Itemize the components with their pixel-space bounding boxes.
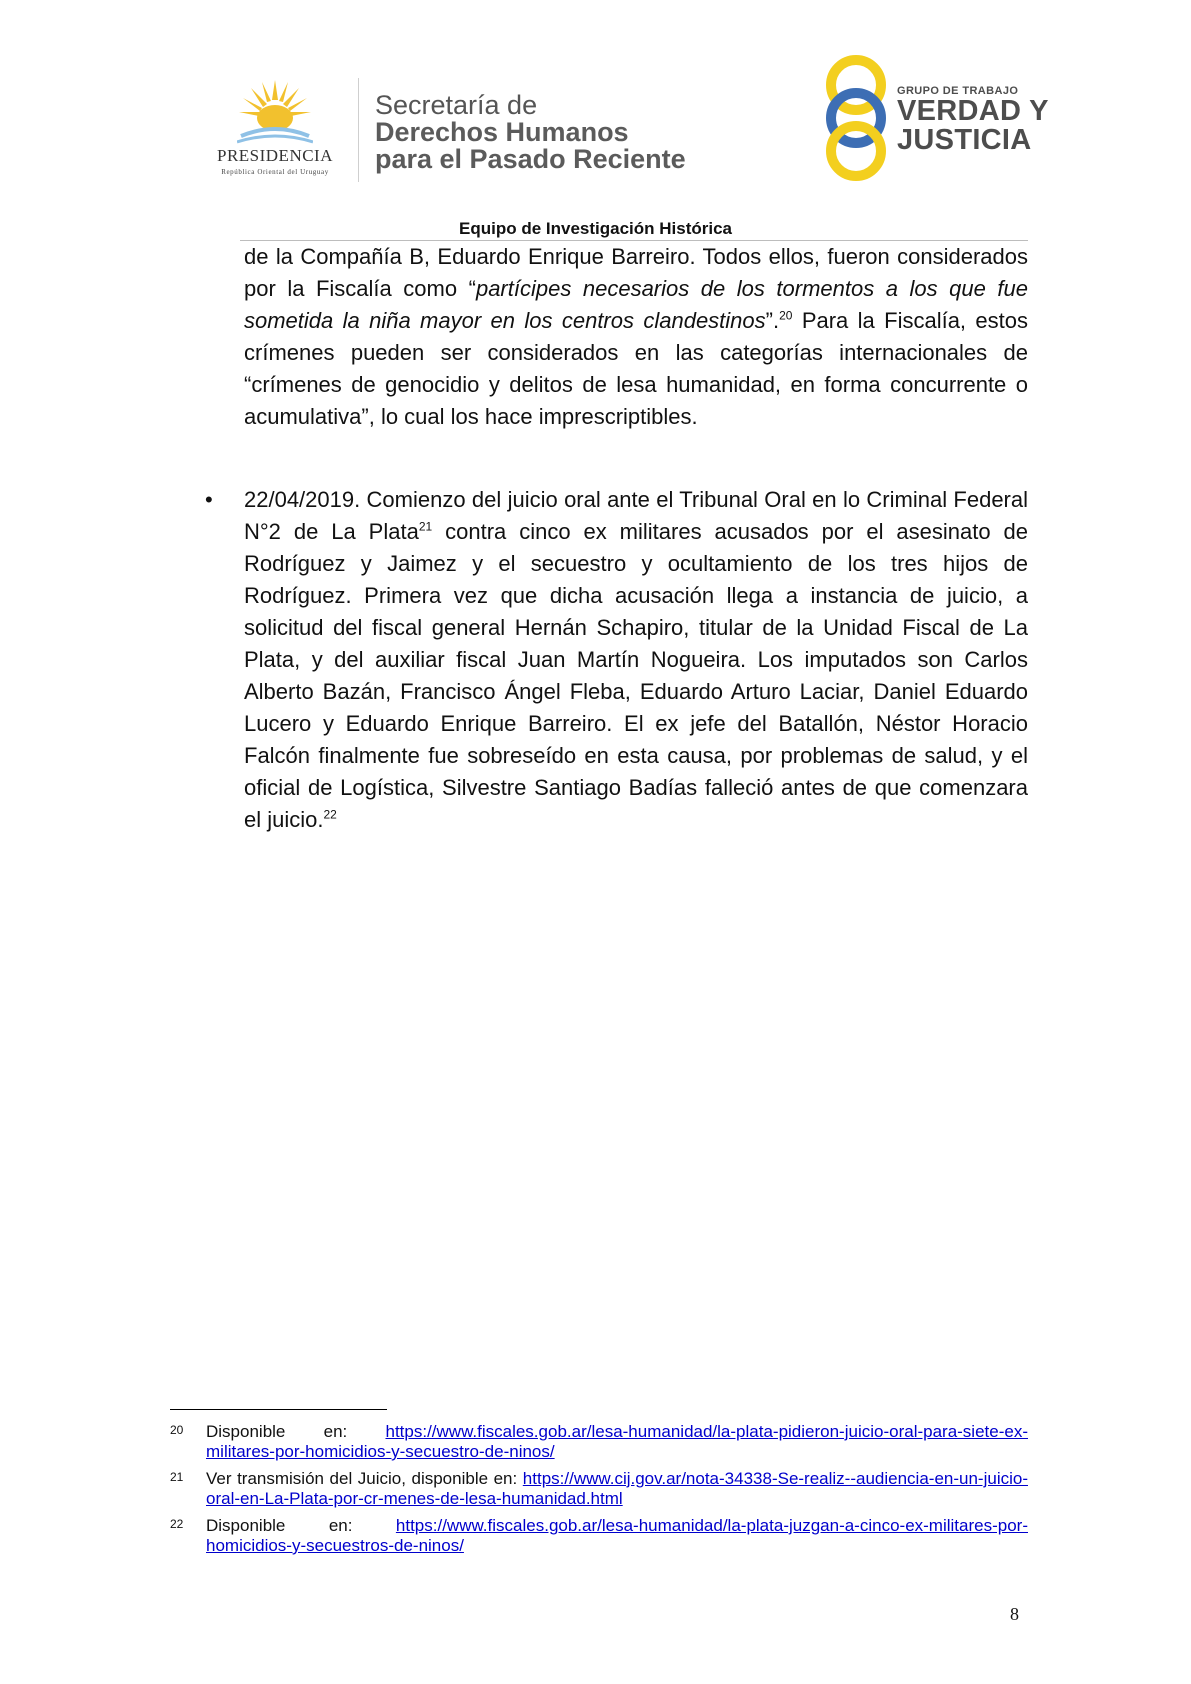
footnote-label: Ver transmisión del Juicio, disponible en: xyxy=(206,1469,523,1488)
p1-quote: partícipes necesarios de los tormentos a los que fue sometida la niña mayor en los centros clandestinos xyxy=(244,276,1028,333)
secretaria-line2: Derechos Humanos xyxy=(375,117,629,147)
vyj-grupo: GRUPO DE TRABAJO xyxy=(897,85,1019,97)
paragraph-bullet-2019 xyxy=(244,484,1028,836)
p1-text-a: de la Compañía B, Eduardo Enrique Barreiro. Todos ellos, fueron considerados por la Fiscalía como “ xyxy=(244,244,1028,301)
secretaria-line3: para el Pasado Reciente xyxy=(375,144,686,174)
footnote-number: 21 xyxy=(170,1470,184,1484)
secretaria-line1: Secretaría de xyxy=(375,90,538,120)
p1-text-c: Para la Fiscalía, estos crímenes pueden ser considerados en las categorías internacionales de “crímenes de genocidio y delitos de lesa humanidad, en forma concurrente o acumulativa”, lo cual los hace imprescriptibles. xyxy=(244,308,1028,429)
secretaria-logo-text xyxy=(375,92,686,173)
footnote-text xyxy=(206,1422,1028,1462)
page-number: 8 xyxy=(1010,1604,1019,1624)
paragraph-continuation xyxy=(244,241,1028,433)
verdad-justicia-rings-icon xyxy=(820,55,892,181)
presidencia-title: PRESIDENCIA xyxy=(216,146,333,165)
footnote-separator xyxy=(170,1409,387,1410)
sun-icon xyxy=(237,78,313,144)
footnote-link[interactable]: https://www.fiscales.gob.ar/lesa-humanidad/la-plata-juzgan-a-cinco-ex-militares-por-homicidios-y-secuestros-de-ninos/ xyxy=(206,1516,1028,1555)
vyj-justicia: JUSTICIA xyxy=(897,124,1032,156)
footnote-label: Disponible en: xyxy=(206,1422,386,1441)
footnote-ref-22[interactable]: 22 xyxy=(323,807,337,822)
vyj-verdad: VERDAD Y xyxy=(897,95,1049,127)
page-header xyxy=(0,0,1191,240)
footnote-link[interactable]: https://www.cij.gov.ar/nota-34338-Se-realiz--audiencia-en-un-juicio-oral-en-La-Plata-por-cr-menes-de-lesa-humanidad.html xyxy=(206,1469,1028,1508)
footnote-ref-20[interactable]: 20 xyxy=(779,308,793,323)
bullet-marker: • xyxy=(205,487,213,512)
verdad-justicia-logo-text xyxy=(897,85,1049,155)
header-divider xyxy=(358,78,359,182)
footnote-text xyxy=(206,1516,1028,1556)
footnote-label: Disponible en: xyxy=(206,1516,396,1535)
footnote-number: 22 xyxy=(170,1517,184,1531)
presidencia-subtitle: República Oriental del Uruguay xyxy=(221,168,329,176)
presidencia-logo xyxy=(195,78,355,178)
team-title: Equipo de Investigación Histórica xyxy=(459,219,732,238)
footnote-link[interactable]: https://www.fiscales.gob.ar/lesa-humanidad/la-plata-pidieron-juicio-oral-para-siete-ex-militares-por-homicidios-y-secuestro-de-ninos/ xyxy=(206,1422,1028,1461)
p2-text-a: 22/04/2019. Comienzo del juicio oral ante el Tribunal Oral en lo Criminal Federal N°2 de La Plata xyxy=(244,487,1028,544)
footnote-number: 20 xyxy=(170,1423,184,1437)
footnote-text xyxy=(206,1469,1028,1509)
p2-text-b: contra cinco ex militares acusados por el asesinato de Rodríguez y Jaimez y el secuestro y ocultamiento de los tres hijos de Rodríguez. Primera vez que dicha acusación llega a instancia de juicio, a solicitud del fiscal general Hernán Schapiro, titular de la Unidad Fiscal de La Plata, y del auxiliar fiscal Juan Martín Nogueira. Los imputados son Carlos Alberto Bazán, Francisco Ángel Fleba, Eduardo Arturo Laciar, Daniel Eduardo Lucero y Eduardo Enrique Barreiro. El ex jefe del Batallón, Néstor Horacio Falcón finalmente fue sobreseído en esta causa, por problemas de salud, y el oficial de Logística, Silvestre Santiago Badías falleció antes de que comenzara el juicio. xyxy=(244,519,1028,832)
p1-text-b: ”. xyxy=(765,308,780,333)
footnote-ref-21[interactable]: 21 xyxy=(418,519,433,534)
